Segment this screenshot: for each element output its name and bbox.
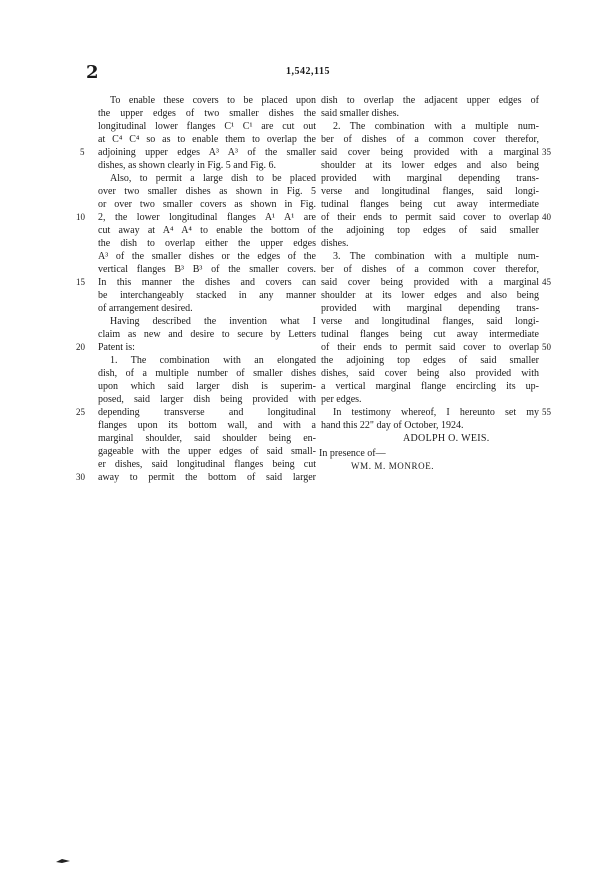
text-line: of arrangement desired. bbox=[98, 303, 193, 314]
line-number: 25 bbox=[76, 407, 85, 417]
text-line: depending transverse and longitudinal bbox=[98, 407, 316, 418]
text-line: verse and longitudinal flanges, said longi- bbox=[321, 316, 539, 327]
right-text-column bbox=[321, 94, 539, 473]
text-line: upon which said larger dish is superim- bbox=[98, 381, 316, 392]
text-line: In this manner the dishes and covers can bbox=[98, 277, 316, 288]
text-line: over two smaller dishes as shown in Fig. 5 bbox=[98, 186, 316, 197]
witness-label: In presence of— bbox=[319, 448, 386, 459]
text-line: adjoining upper edges A³ A³ of the smaller bbox=[98, 147, 316, 158]
text-line: shoulder at its lower edges and also being bbox=[321, 160, 539, 171]
left-text-column bbox=[98, 94, 316, 484]
witness-signature: WM. M. MONROE. bbox=[351, 461, 435, 471]
line-number: 55 bbox=[542, 407, 551, 417]
patent-number: 1,542,115 bbox=[286, 66, 330, 77]
text-line: verse and longitudinal flanges, said longi- bbox=[321, 186, 539, 197]
line-number: 50 bbox=[542, 342, 551, 352]
line-number: 20 bbox=[76, 342, 85, 352]
text-line: Having described the invention what I bbox=[110, 316, 316, 327]
text-line: gageable with the upper edges of said small- bbox=[98, 446, 316, 457]
text-line: posed, said larger dish being provided with bbox=[98, 394, 316, 405]
text-line: vertical flanges B³ B³ of the smaller covers. bbox=[98, 264, 316, 275]
text-line: dish to overlap the adjacent upper edges of bbox=[321, 95, 539, 106]
text-line: the dish to overlap either the upper edges bbox=[98, 238, 316, 249]
text-line: ber of dishes of a common cover therefor, bbox=[321, 134, 539, 145]
text-line: said smaller dishes. bbox=[321, 108, 400, 119]
text-line: 1. The combination with an elongated bbox=[110, 355, 316, 366]
text-line: tudinal flanges being cut away intermediate bbox=[321, 329, 539, 340]
text-line: tudinal flanges being cut away intermediate bbox=[321, 199, 539, 210]
text-line: dishes. bbox=[321, 238, 349, 249]
text-line: 3. The combination with a multiple num- bbox=[333, 251, 539, 262]
text-line: A³ of the smaller dishes or the edges of the bbox=[98, 251, 316, 262]
text-line: said cover being provided with a marginal bbox=[321, 277, 539, 288]
text-line: shoulder at its lower edges and also being bbox=[321, 290, 539, 301]
text-line: er dishes, said longitudinal flanges being cut bbox=[98, 459, 316, 470]
text-line: of their ends to permit said cover to overlap bbox=[321, 342, 539, 353]
text-line: ber of dishes of a common cover therefor, bbox=[321, 264, 539, 275]
text-line: be interchangeably stacked in any manner bbox=[98, 290, 316, 301]
text-line: cut away at A⁴ A⁴ to enable the bottom of bbox=[98, 225, 316, 236]
scan-mark-icon bbox=[56, 857, 70, 863]
text-line: hand this 22" day of October, 1924. bbox=[321, 420, 464, 431]
text-line: said cover being provided with a marginal bbox=[321, 147, 539, 158]
text-line: provided with marginal depending trans- bbox=[321, 173, 539, 184]
line-number: 30 bbox=[76, 472, 85, 482]
text-line: marginal shoulder, said shoulder being en- bbox=[98, 433, 316, 444]
line-number: 45 bbox=[542, 277, 551, 287]
text-line: 2, the lower longitudinal flanges A¹ A¹ are bbox=[98, 212, 316, 223]
inventor-signature: ADOLPH O. WEIS. bbox=[403, 433, 490, 444]
text-line: the upper edges of two smaller dishes the bbox=[98, 108, 316, 119]
text-line: dishes, as shown clearly in Fig. 5 and Fig. 6. bbox=[98, 160, 277, 171]
text-line: flanges upon its bottom wall, and with a bbox=[98, 420, 316, 431]
text-line: Also, to permit a large dish to be placed bbox=[110, 173, 316, 184]
text-line: provided with marginal depending trans- bbox=[321, 303, 539, 314]
text-line: of their ends to permit said cover to overlap bbox=[321, 212, 539, 223]
text-line: or over two smaller covers as shown in Fig. bbox=[98, 199, 316, 210]
text-line: per edges. bbox=[321, 394, 362, 405]
line-number: 35 bbox=[542, 147, 551, 157]
line-number: 15 bbox=[76, 277, 85, 287]
text-line: Patent is: bbox=[98, 342, 135, 353]
text-line: To enable these covers to be placed upon bbox=[110, 95, 316, 106]
text-line: the adjoining top edges of said smaller bbox=[321, 355, 539, 366]
text-line: the adjoining top edges of said smaller bbox=[321, 225, 539, 236]
text-line: at C⁴ C⁴ so as to enable them to overlap the bbox=[98, 134, 316, 145]
line-number: 5 bbox=[80, 147, 85, 157]
text-line: a vertical marginal flange encircling its up- bbox=[321, 381, 539, 392]
line-number: 40 bbox=[542, 212, 551, 222]
text-line: dish, of a multiple number of smaller dishes bbox=[98, 368, 316, 379]
text-line: longitudinal lower flanges C¹ C¹ are cut out bbox=[98, 121, 316, 132]
line-number: 10 bbox=[76, 212, 85, 222]
text-line: away to permit the bottom of said larger bbox=[98, 472, 316, 483]
text-line: dishes, said cover being also provided with bbox=[321, 368, 539, 379]
text-line: claim as new and desire to secure by Letters bbox=[98, 329, 316, 340]
page-number: 2 bbox=[86, 62, 99, 83]
text-line: In testimony whereof, I hereunto set my bbox=[333, 407, 539, 418]
text-line: 2. The combination with a multiple num- bbox=[333, 121, 539, 132]
